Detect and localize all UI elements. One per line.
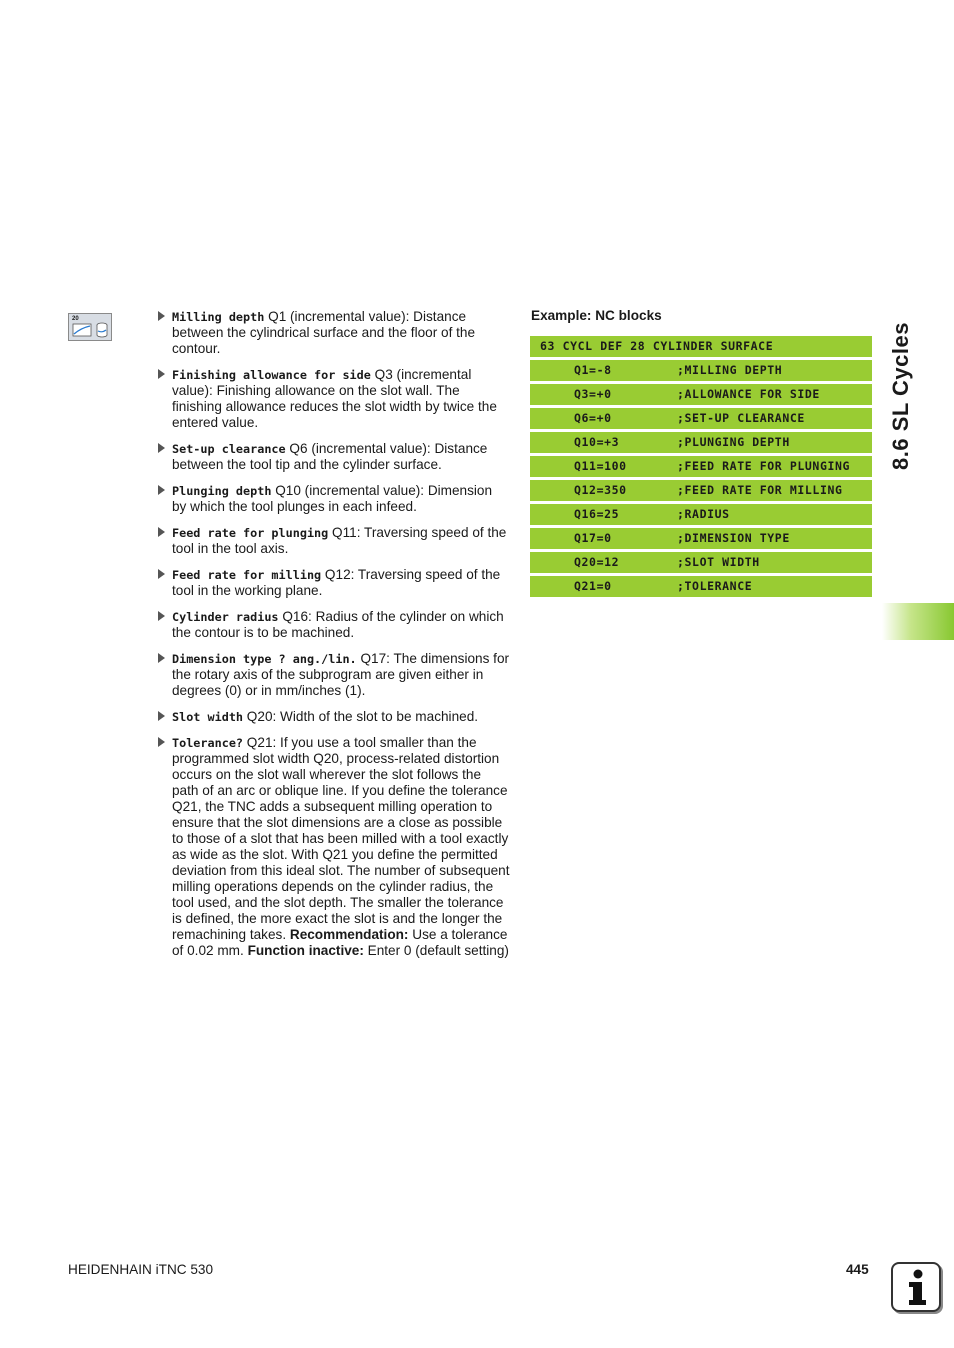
parameter-description: Q1 (incremental value): Distance between the cylindrical surface and the floor of the contour.: [172, 309, 476, 356]
nc-header-text: 63 CYCL DEF 28 CYLINDER SURFACE: [540, 339, 774, 353]
bullet-arrow-icon: [158, 311, 165, 321]
parameter-name: Cylinder radius: [172, 610, 279, 624]
nc-comment: ;PLUNGING DEPTH: [677, 435, 790, 449]
parameter-item: [158, 567, 510, 599]
parameter-description: Q10 (incremental value): Dimension by which the tool plunges in each infeed.: [172, 483, 493, 514]
nc-row: [530, 552, 872, 573]
bullet-arrow-icon: [158, 527, 165, 537]
parameter-description: Use a tolerance of 0.02 mm.: [172, 927, 508, 958]
parameter-item: [158, 367, 510, 431]
parameter-description: Q6 (incremental value): Distance between the tool tip and the cylinder surface.: [172, 441, 488, 472]
nc-row: [530, 528, 872, 549]
nc-parameter: Q17=0: [574, 531, 612, 545]
nc-row: [530, 576, 872, 597]
parameter-name: Feed rate for milling: [172, 568, 322, 582]
bullet-arrow-icon: [158, 711, 165, 721]
parameter-name: Finishing allowance for side: [172, 368, 371, 382]
page-number: 445: [846, 1262, 869, 1277]
nc-block-listing: [530, 336, 872, 600]
nc-parameter: Q12=350: [574, 483, 627, 497]
info-glyph: [893, 1264, 939, 1310]
nc-comment: ;SET-UP CLEARANCE: [677, 411, 805, 425]
cylinder-surface-cycle-icon: [68, 313, 112, 341]
nc-parameter: Q20=12: [574, 555, 620, 569]
bullet-arrow-icon: [158, 369, 165, 379]
bullet-arrow-icon: [158, 611, 165, 621]
parameter-emphasis: Function inactive:: [247, 943, 364, 958]
parameter-name: Set-up clearance: [172, 442, 286, 456]
parameter-name: Feed rate for plunging: [172, 526, 329, 540]
parameter-description: Enter 0 (default setting): [363, 943, 509, 958]
nc-row: [530, 456, 872, 477]
parameter-description: Q17: The dimensions for the rotary axis of the subprogram are given either in degrees (0) or in mm/inches (1).: [172, 651, 510, 698]
nc-row: [530, 384, 872, 405]
chapter-tab: [882, 603, 954, 640]
nc-row: [530, 408, 872, 429]
bullet-arrow-icon: [158, 653, 165, 663]
parameter-item: [158, 709, 510, 725]
bullet-arrow-icon: [158, 569, 165, 579]
nc-comment: ;SLOT WIDTH: [677, 555, 760, 569]
nc-parameter: Q10=+3: [574, 435, 620, 449]
nc-parameter: Q6=+0: [574, 411, 612, 425]
cycle-graphic: [69, 314, 111, 340]
nc-row: [530, 480, 872, 501]
parameter-name: Milling depth: [172, 310, 265, 324]
nc-row: [530, 432, 872, 453]
parameter-item: [158, 735, 510, 959]
section-title: 8.6 SL Cycles: [888, 322, 913, 470]
nc-comment: ;TOLERANCE: [677, 579, 753, 593]
nc-parameter: Q1=-8: [574, 363, 612, 377]
parameter-list: [158, 309, 510, 969]
nc-parameter: Q11=100: [574, 459, 627, 473]
nc-comment: ;FEED RATE FOR PLUNGING: [677, 459, 851, 473]
parameter-description: Q11: Traversing speed of the tool in the tool axis.: [172, 525, 507, 556]
cycle-number: 20: [72, 316, 79, 322]
bullet-arrow-icon: [158, 443, 165, 453]
parameter-description: Q12: Traversing speed of the tool in the working plane.: [172, 567, 501, 598]
parameter-description: Q20: Width of the slot to be machined.: [243, 709, 479, 724]
parameter-description: Q3 (incremental value): Finishing allowance on the slot wall. The finishing allowance reduces the slot width by twice the entered value.: [172, 367, 497, 430]
footer-manual-title: HEIDENHAIN iTNC 530: [68, 1262, 214, 1277]
parameter-name: Slot width: [172, 710, 244, 724]
bullet-arrow-icon: [158, 737, 165, 747]
bullet-arrow-icon: [158, 485, 165, 495]
parameter-item: [158, 525, 510, 557]
parameter-item: [158, 441, 510, 473]
nc-comment: ;RADIUS: [677, 507, 730, 521]
nc-row: [530, 504, 872, 525]
info-icon: [891, 1262, 941, 1312]
parameter-item: [158, 609, 510, 641]
parameter-emphasis: Recommendation:: [289, 927, 409, 942]
nc-row: [530, 360, 872, 381]
nc-comment: ;MILLING DEPTH: [677, 363, 783, 377]
parameter-description: Q16: Radius of the cylinder on which the contour is to be machined.: [172, 609, 504, 640]
parameter-description: Q21: If you use a tool smaller than the programmed slot width Q20, process-related distortion occurs on the slot wall wherever the slot follows the path of an arc or oblique line. If you define the tolerance Q21, the TNC adds a subsequent milling operation to ensure that the slot dimensions are a close as possible to those of a slot that has been milled with a tool exactly as wide as the slot. With Q21 you define the permitted deviation from this ideal slot. The number of subsequent milling operations depends on the cylinder radius, the tool used, and the slot depth. The smaller the tolerance is defined, the more exact the slot is and the longer the remachining takes.: [172, 735, 510, 942]
parameter-item: [158, 651, 510, 699]
example-heading: Example: NC blocks: [531, 308, 662, 323]
nc-header-row: [530, 336, 872, 357]
nc-comment: ;DIMENSION TYPE: [677, 531, 790, 545]
parameter-item: [158, 309, 510, 357]
parameter-name: Dimension type ? ang./lin.: [172, 652, 357, 666]
parameter-item: [158, 483, 510, 515]
nc-parameter: Q21=0: [574, 579, 612, 593]
nc-parameter: Q16=25: [574, 507, 620, 521]
nc-parameter: Q3=+0: [574, 387, 612, 401]
nc-comment: ;FEED RATE FOR MILLING: [677, 483, 843, 497]
parameter-name: Plunging depth: [172, 484, 272, 498]
nc-comment: ;ALLOWANCE FOR SIDE: [677, 387, 820, 401]
parameter-name: Tolerance?: [172, 736, 244, 750]
